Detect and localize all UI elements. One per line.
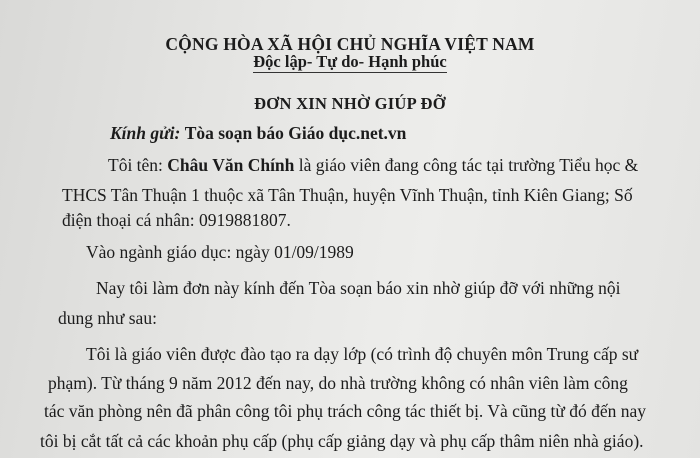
recipient-name: Tòa soạn báo Giáo dục.net.vn (184, 123, 407, 143)
intro-prefix: Tôi tên: (108, 155, 163, 175)
body-line-1: Tôi là giáo viên được đào tạo ra dạy lớp (có trình độ chuyên môn Trung cấp sư (86, 344, 639, 364)
body-line-4: tôi bị cắt tất cả các khoản phụ cấp (phụ cấp giảng dạy và phụ cấp thâm niên nhà giáo). (40, 431, 644, 451)
request-line-2: dung như sau: (58, 308, 157, 328)
recipient-line (110, 122, 406, 144)
document-title: ĐƠN XIN NHỜ GIÚP ĐỠ (254, 94, 446, 113)
intro-line-2: THCS Tân Thuận 1 thuộc xã Tân Thuận, huyện Vĩnh Thuận, tỉnh Kiên Giang; Số (62, 185, 633, 205)
intro-line-1 (108, 154, 638, 176)
intro-line-3: điện thoại cá nhân: 0919881807. (62, 210, 291, 230)
motto-text: Độc lập- Tự do- Hạnh phúc (253, 52, 447, 71)
request-line-1: Nay tôi làm đơn này kính đến Tòa soạn báo xin nhờ giúp đỡ với những nội (96, 278, 621, 298)
start-date: Vào ngành giáo dục: ngày 01/09/1989 (86, 242, 354, 262)
author-name: Châu Văn Chính (167, 155, 295, 175)
body-line-3: tác văn phòng nên đã phân công tôi phụ trách công tác thiết bị. Và cũng từ đó đến nay (44, 401, 647, 421)
national-title: CỘNG HÒA XÃ HỘI CHỦ NGHĨA VIỆT NAM (165, 34, 535, 54)
motto (0, 51, 700, 73)
body-line-2: phạm). Từ tháng 9 năm 2012 đến nay, do nhà trường không có nhân viên làm công (48, 373, 628, 393)
recipient-label: Kính gửi: (110, 123, 181, 143)
intro-line-1-rest: là giáo viên đang công tác tại trường Tiểu học & (298, 155, 639, 175)
